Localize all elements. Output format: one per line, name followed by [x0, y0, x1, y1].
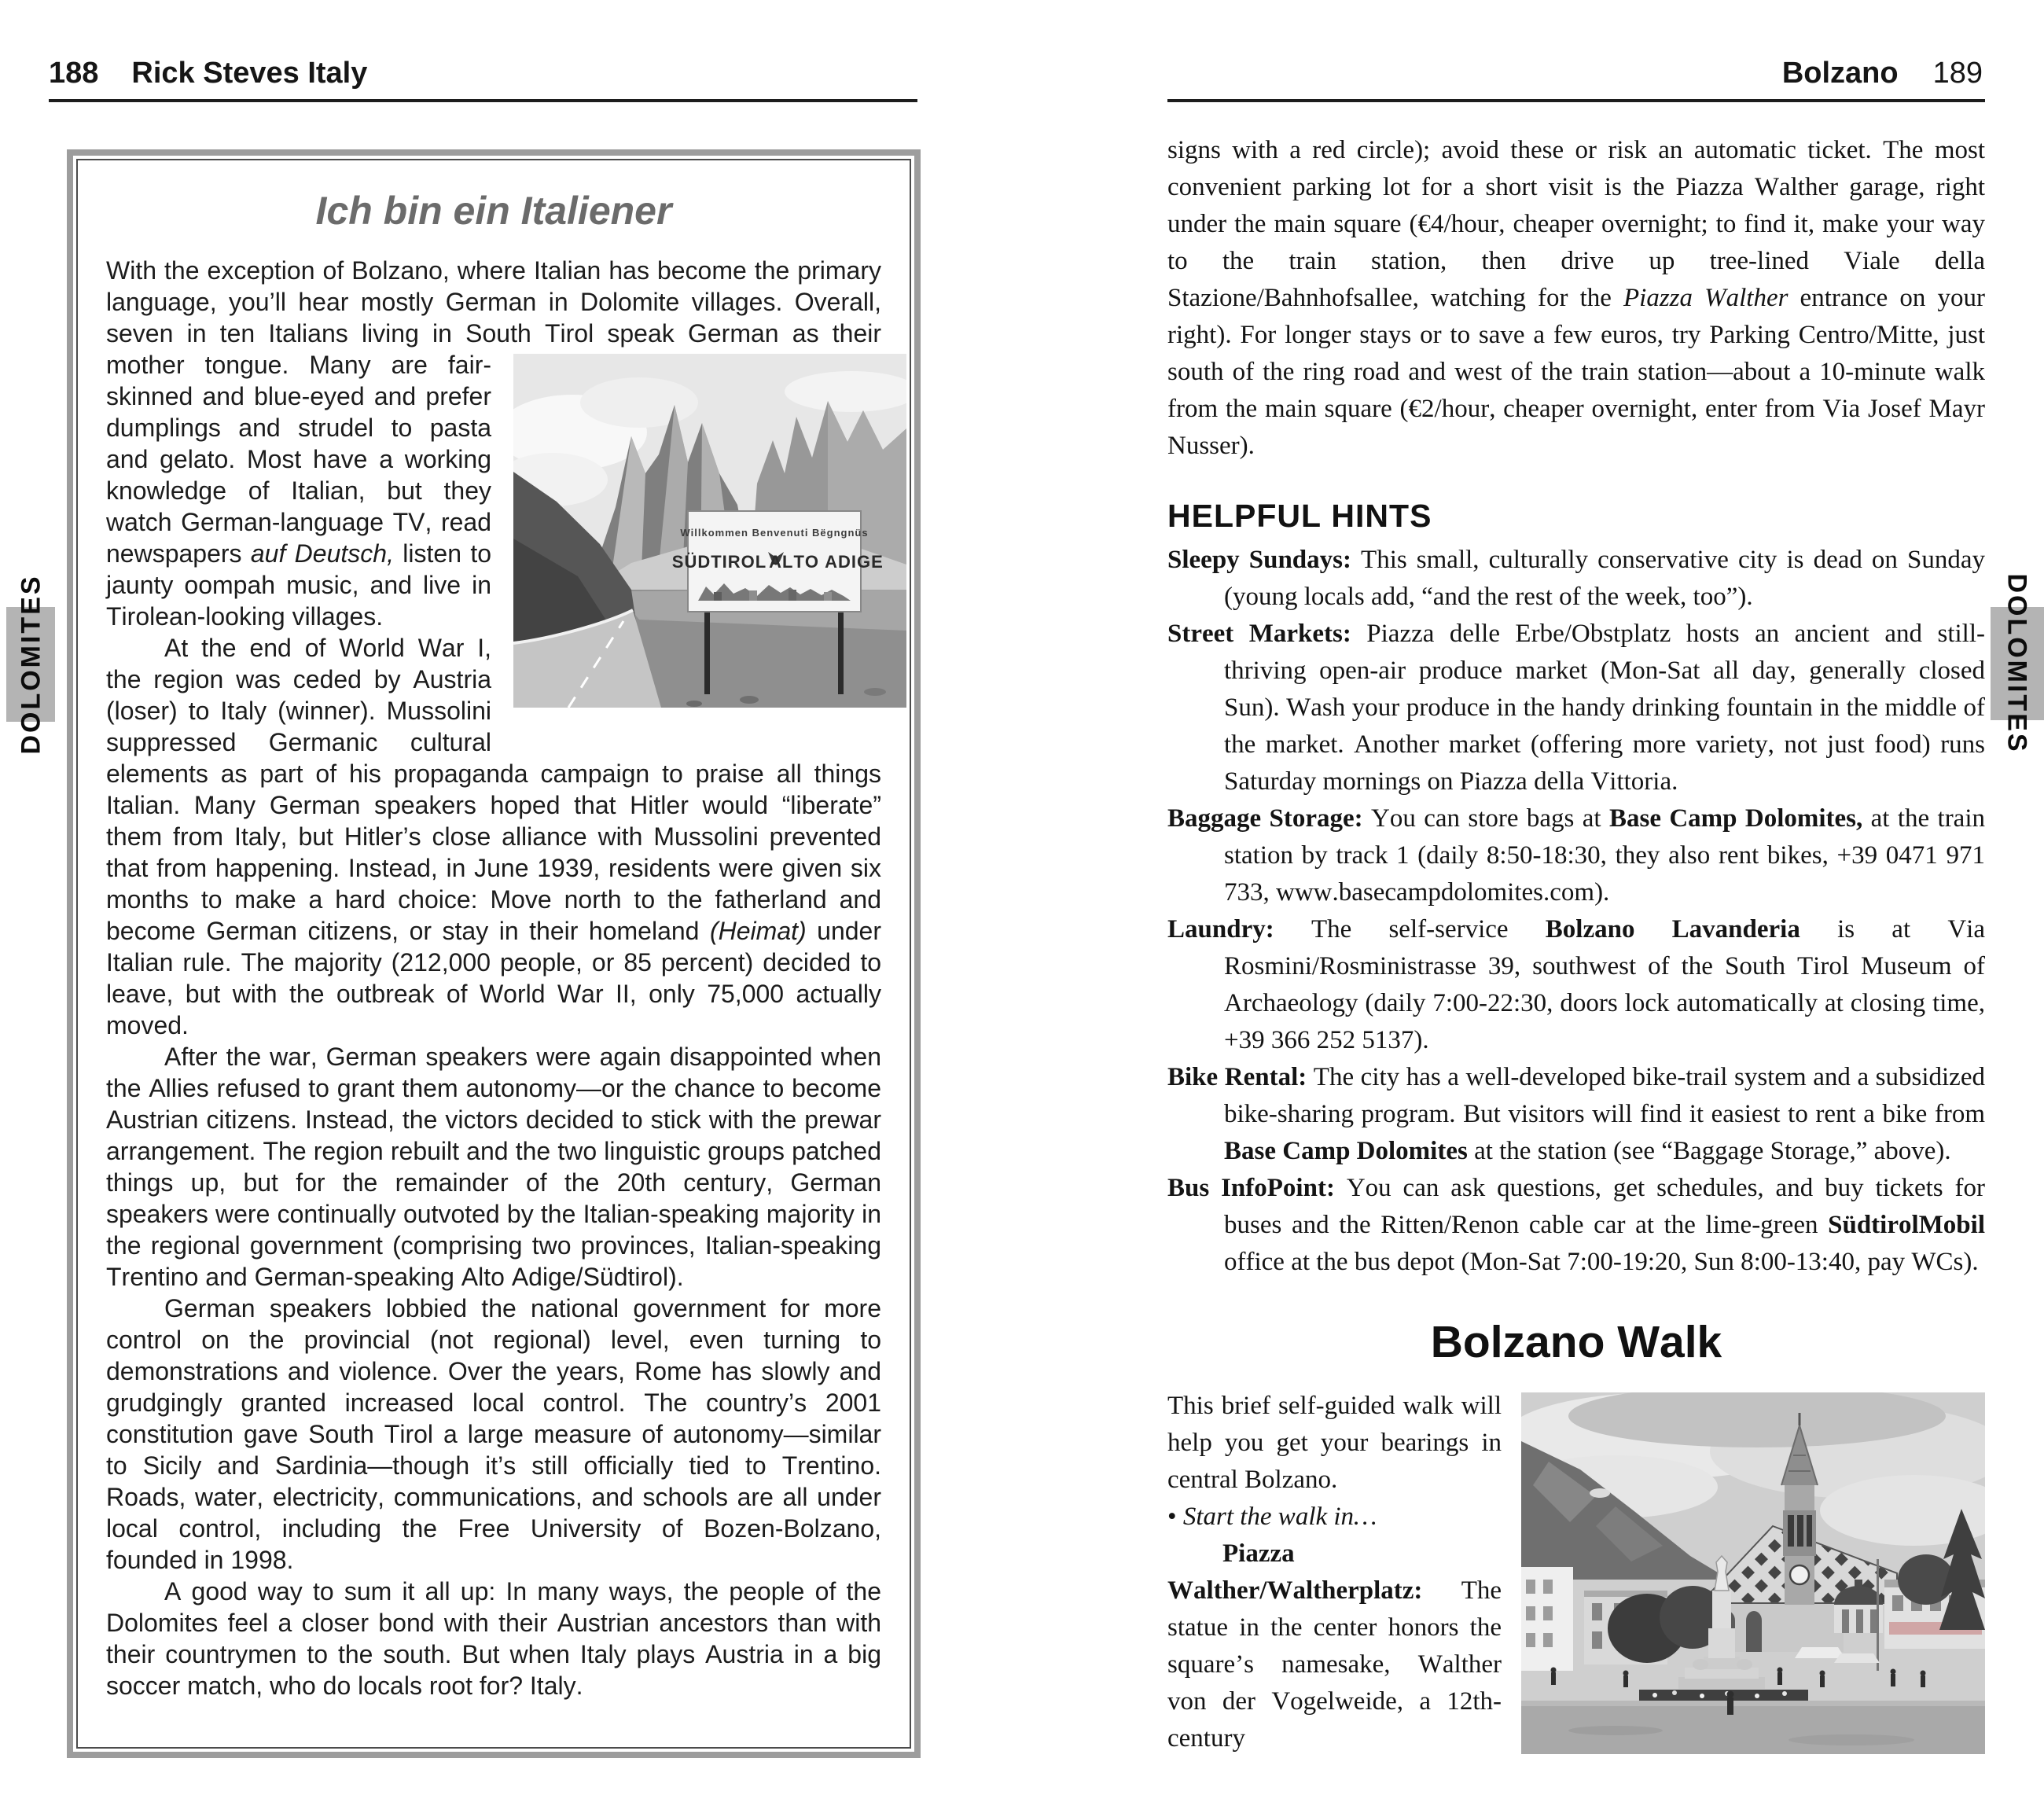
piazza-walther-photo-art: [1521, 1392, 1985, 1754]
hint-bold: SüdtirolMobil: [1828, 1211, 1985, 1239]
hint-text: You can store bags at: [1362, 804, 1609, 833]
sidebar-box-content: [76, 159, 911, 1749]
hint-text: The city has a well-developed bike-trail system and a subsidized bike-sharing program. But visitors will find it easiest to rent a bike from: [1224, 1063, 1985, 1128]
sign-text-alto-adige: ALTO ADIGE: [769, 552, 884, 572]
hint-street-markets: [1167, 616, 1985, 800]
box-paragraph-3: After the war, German speakers were again disappointed when the Allies refused to grant them autonomy—or the chance to become Austrian citizens. Instead, the victors decided to stick with the prewar arrangement. The region rebuilt and the two linguistic groups patched things up, but for the remainder of the 20th century, German speakers were continually outvoted by the Italian-speaking majority in the regional government (comprising two provinces, Italian-speaking Trentino and German-speaking Alto Adige/Südtirol).: [106, 1043, 881, 1291]
right-page-column: [1167, 132, 1985, 1817]
hint-bold: Base Camp Dolomites: [1224, 1137, 1468, 1165]
hint-laundry: [1167, 911, 1985, 1059]
dolomites-sign-photo: [513, 354, 906, 708]
box-p1-text-b: German as their mother tongue. Many are fair-skinned and blue-eyed and prefer dumplings and strudel to pasta and gelato. Most have a working knowledge of Italian, but they watch German-language TV, read newspapers: [106, 319, 882, 568]
hint-label: Sleepy Sundays:: [1167, 546, 1351, 574]
box-paragraph-1: [106, 255, 884, 632]
bolzano-walk-section: [1167, 1388, 1985, 1757]
hint-text: The self-service: [1274, 915, 1546, 943]
hint-label: Baggage Storage:: [1167, 804, 1363, 833]
hint-text: This small, culturally conservative city is dead on Sunday (young locals add, “and the rest of the week, too”).: [1224, 546, 1985, 611]
hint-text: office at the bus depot (Mon-Sat 7:00-19:20, Sun 8:00-13:40, pay WCs).: [1224, 1248, 1979, 1276]
box-p1-text-c: listen to jaunty oompah music, and live in Tirolean-looking villages.: [106, 539, 492, 631]
sidebar-box-title: Ich bin ein Italiener: [315, 189, 672, 233]
sidebar-box: [67, 149, 921, 1758]
box-p2-text-a: At the end of World War I, the region was ceded by Austria (loser) to Italy (winner). Mussolini suppressed Germanic cultural elements as part of his propaganda campaign to praise all things Italian. Many German speakers hoped that Hitler would “liberate” them from Italy, but Hitler’s close alliance with Mussolini prevented that from happening. Instead, in June 1939, residents were given six months to make a hard choice: Move north to the fatherland and become German citizens, or stay in their homeland: [106, 634, 881, 945]
parking-italic: Piazza Walther: [1623, 284, 1788, 312]
piazza-walther-photo: [1521, 1392, 1985, 1754]
box-paragraph-4: German speakers lobbied the national government for more control on the provincial (not regional) level, even turning to demonstrations and violence. Over the years, Rome has slowly and grudgingly granted increased local control. The country’s 2001 constitution gave South Tirol a large measure of autonomy—similar to Sicily and Sardinia—though it’s still officially tied to Trentino. Roads, water, electricity, communications, and schools are all under local control, including the Free University of Bozen-Bolzano, founded in 1998.: [106, 1294, 881, 1574]
walk-piazza-text: The statue in the center honors the square’s namesake, Walther von der Vogelweide, a 12th-century: [1167, 1576, 1502, 1753]
hint-text: is at Via Rosmini/Rosministrasse 39, southwest of the South Tirol Museum of Archaeology (daily 7:00-22:30, doors lock automatically at closing time, +39 366 252 5137).: [1224, 915, 1985, 1054]
box-paragraph-5: A good way to sum it all up: In many ways, the people of the Dolomites feel a closer bond with their Austrian ancestors than with their countrymen to the south. But when Italy plays Austria in a big soccer match, who do locals root for? Italy.: [106, 1577, 881, 1700]
hint-label: Laundry:: [1167, 915, 1274, 943]
box-p2-text-b: under Italian rule. The majority (212,000 people, or 85 percent) decided to leave, but with the outbreak of World War II, only 75,000 actually moved.: [106, 917, 882, 1039]
hint-bold: Base Camp Dolomites,: [1608, 804, 1863, 833]
parking-text-a: signs with a red circle); avoid these or risk an automatic ticket. The most convenient parking lot for a short visit is the Piazza Walther garage, right under the main square (€4/hour, cheaper overnight; to find it, make your way to the train station, then drive up tree-lined Viale della Stazione/Bahnhofsallee, watching for the: [1167, 136, 1985, 312]
left-running-head: [49, 57, 367, 90]
walk-intro-paragraph: This brief self-guided walk will help you get your bearings in central Bolzano.: [1167, 1392, 1502, 1494]
sign-text-welcome: Willkommen Benvenuti Bëgngnüs: [680, 527, 869, 539]
hint-label: Bus InfoPoint:: [1167, 1174, 1335, 1202]
dolomites-sign-photo-art: [513, 354, 906, 708]
hint-text: at the station (see “Baggage Storage,” above).: [1467, 1137, 1951, 1165]
hint-bike-rental: [1167, 1059, 1985, 1170]
sign-text-suedtirol: SÜDTIROL: [671, 552, 767, 572]
right-header-rule: [1167, 99, 1985, 102]
left-header-rule: [49, 99, 917, 102]
section-title: Bolzano: [1781, 57, 1899, 90]
hint-text: You can ask questions, get schedules, and buy tickets for buses and the Ritten/Renon cable car at the lime-green: [1224, 1174, 1985, 1239]
bolzano-walk-heading: Bolzano Walk: [1430, 1317, 1722, 1367]
box-p1-text-a: With the exception of Bolzano, where Italian has become the primary language, you’ll hear mostly German in Dolomite villages. Overall, seven in ten Italians living in South Tirol speak: [106, 256, 881, 348]
hint-bold: Bolzano Lavanderia: [1545, 915, 1800, 943]
hint-baggage-storage: [1167, 800, 1985, 911]
hint-text: Piazza delle Erbe/Obstplatz hosts an ancient and still-thriving open-air produce market (Mon-Sat all day, generally closed Sun). Wash your produce in the handy drinking fountain in the middle of the market. Another market (offering more variety, not just food) runs Saturday mornings on Piazza della Vittoria.: [1224, 620, 1985, 796]
hint-label: Street Markets:: [1167, 620, 1351, 648]
chapter-tab-left-label: DOLOMITES: [16, 574, 46, 755]
parking-paragraph: [1167, 132, 1985, 465]
bullet-marker: •: [1167, 1503, 1183, 1531]
hint-sleepy-sundays: [1167, 542, 1985, 616]
right-running-head: [1782, 57, 1983, 90]
walk-piazza-label: Piazza Walther/Waltherplatz:: [1167, 1539, 1423, 1605]
book-title: Rick Steves Italy: [131, 57, 368, 90]
box-p1-italic: auf Deutsch,: [250, 539, 394, 568]
helpful-hints-heading: HELPFUL HINTS: [1167, 498, 1432, 534]
walk-bullet-text: Start the walk in…: [1182, 1503, 1377, 1531]
parking-text-b: entrance on your right). For longer stays or to save a few euros, try Parking Centro/Mitte, just south of the ring road and west of the train station—about a 10-minute walk from the main square (€2/hour, cheaper overnight, enter from Via Josef Mayr Nusser).: [1167, 284, 1985, 460]
hint-text: at the train station by track 1 (daily 8:50-18:30, they also rent bikes, +39 0471 971 733, www.basecampdolomites.com).: [1224, 804, 1985, 907]
box-p2-italic: (Heimat): [709, 917, 807, 945]
hint-label: Bike Rental:: [1167, 1063, 1307, 1091]
right-page-number: 189: [1932, 57, 1983, 90]
chapter-tab-right-label: DOLOMITES: [2002, 573, 2032, 754]
hint-bus-infopoint: [1167, 1170, 1985, 1281]
left-page-number: 188: [49, 57, 99, 90]
